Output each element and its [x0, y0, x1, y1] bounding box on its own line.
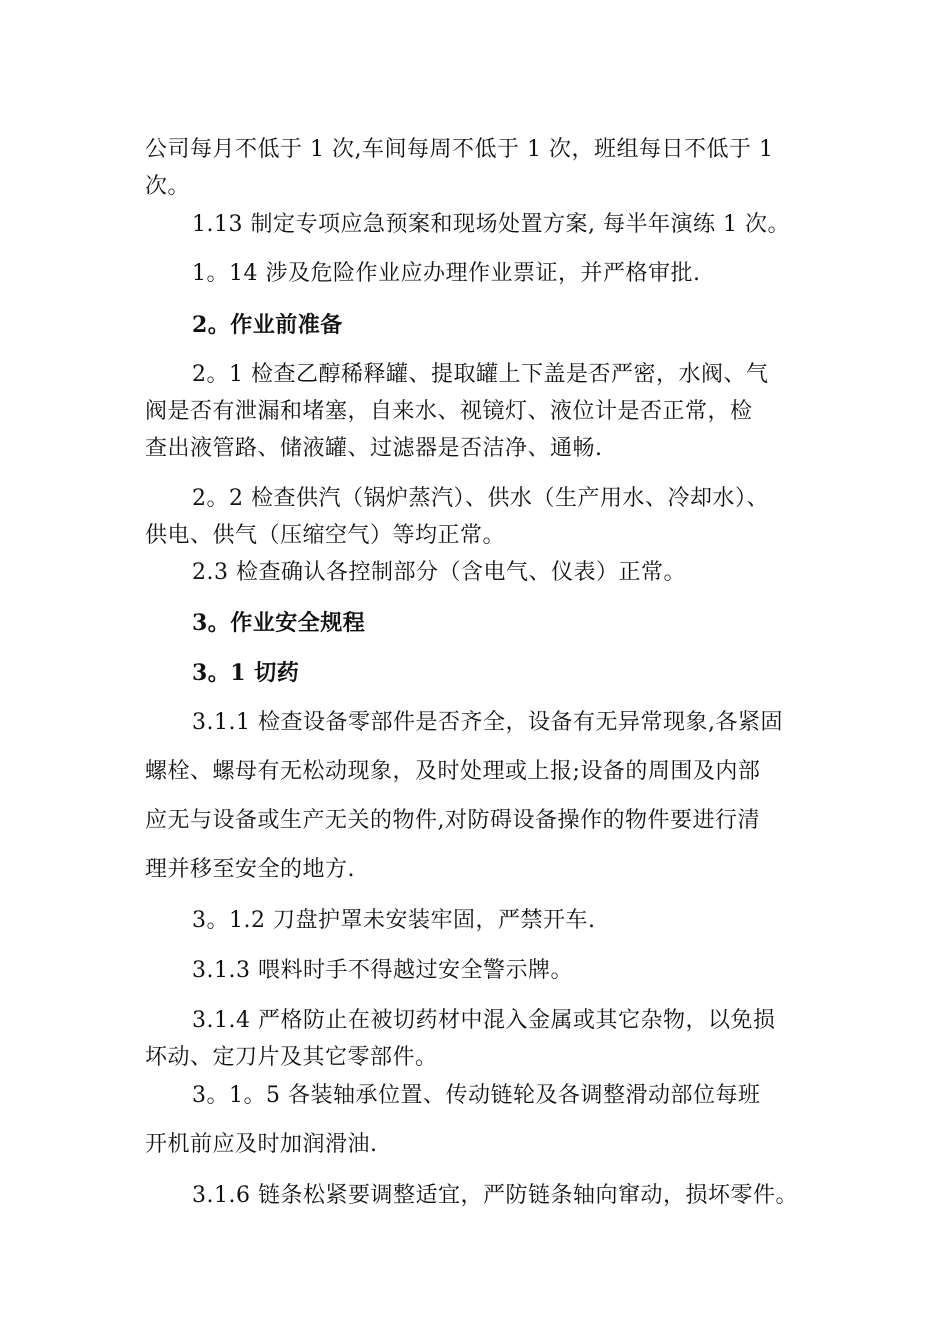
subsection-heading: 3。1 切药: [192, 660, 300, 686]
text-line: 1.13 制定专项应急预案和现场处置方案, 每半年演练 1 次。: [192, 212, 790, 237]
text-line: 3.1.1 检查设备零部件是否齐全，设备有无异常现象,各紧固: [192, 710, 783, 735]
text-line: 坏动、定刀片及其它零部件。: [145, 1045, 438, 1070]
text-line: 3。1。5 各装轴承位置、传动链轮及各调整滑动部位每班: [192, 1083, 761, 1108]
text-line: 2.3 检查确认各控制部分（含电气、仪表）正常。: [192, 560, 686, 585]
text-line: 2。2 检查供汽（锅炉蒸汽）、供水（生产用水、冷却水）、: [192, 486, 769, 511]
text-line: 公司每月不低于 1 次,车间每周不低于 1 次，班组每日不低于 1: [145, 137, 774, 162]
text-line: 3.1.4 严格防止在被切药材中混入金属或其它杂物，以免损: [192, 1008, 776, 1033]
text-line: 开机前应及时加润滑油.: [145, 1132, 378, 1157]
text-line: 查出液管路、储液罐、过滤器是否洁净、通畅.: [145, 436, 603, 461]
section-heading: 2。作业前准备: [192, 312, 343, 338]
text-line: 应无与设备或生产无关的物件,对防碍设备操作的物件要进行清: [145, 808, 760, 833]
section-heading: 3。作业安全规程: [192, 610, 366, 636]
text-line: 3.1.6 链条松紧要调整适宜，严防链条轴向窜动，损坏零件。: [192, 1183, 798, 1208]
text-line: 阀是否有泄漏和堵塞，自来水、视镜灯、液位计是否正常，检: [145, 399, 753, 424]
text-line: 理并移至安全的地方.: [145, 857, 355, 882]
text-line: 1。14 涉及危险作业应办理作业票证，并严格审批.: [192, 261, 701, 286]
text-line: 螺栓、螺母有无松动现象，及时处理或上报;设备的周围及内部: [145, 759, 761, 784]
text-line: 3.1.3 喂料时手不得越过安全警示牌。: [192, 958, 573, 983]
text-line: 3。1.2 刀盘护罩未安装牢固，严禁开车.: [192, 908, 596, 933]
text-line: 2。1 检查乙醇稀释罐、提取罐上下盖是否严密，水阀、气: [192, 362, 769, 387]
text-line: 供电、供气（压缩空气）等均正常。: [145, 523, 506, 548]
text-line: 次。: [145, 174, 191, 199]
